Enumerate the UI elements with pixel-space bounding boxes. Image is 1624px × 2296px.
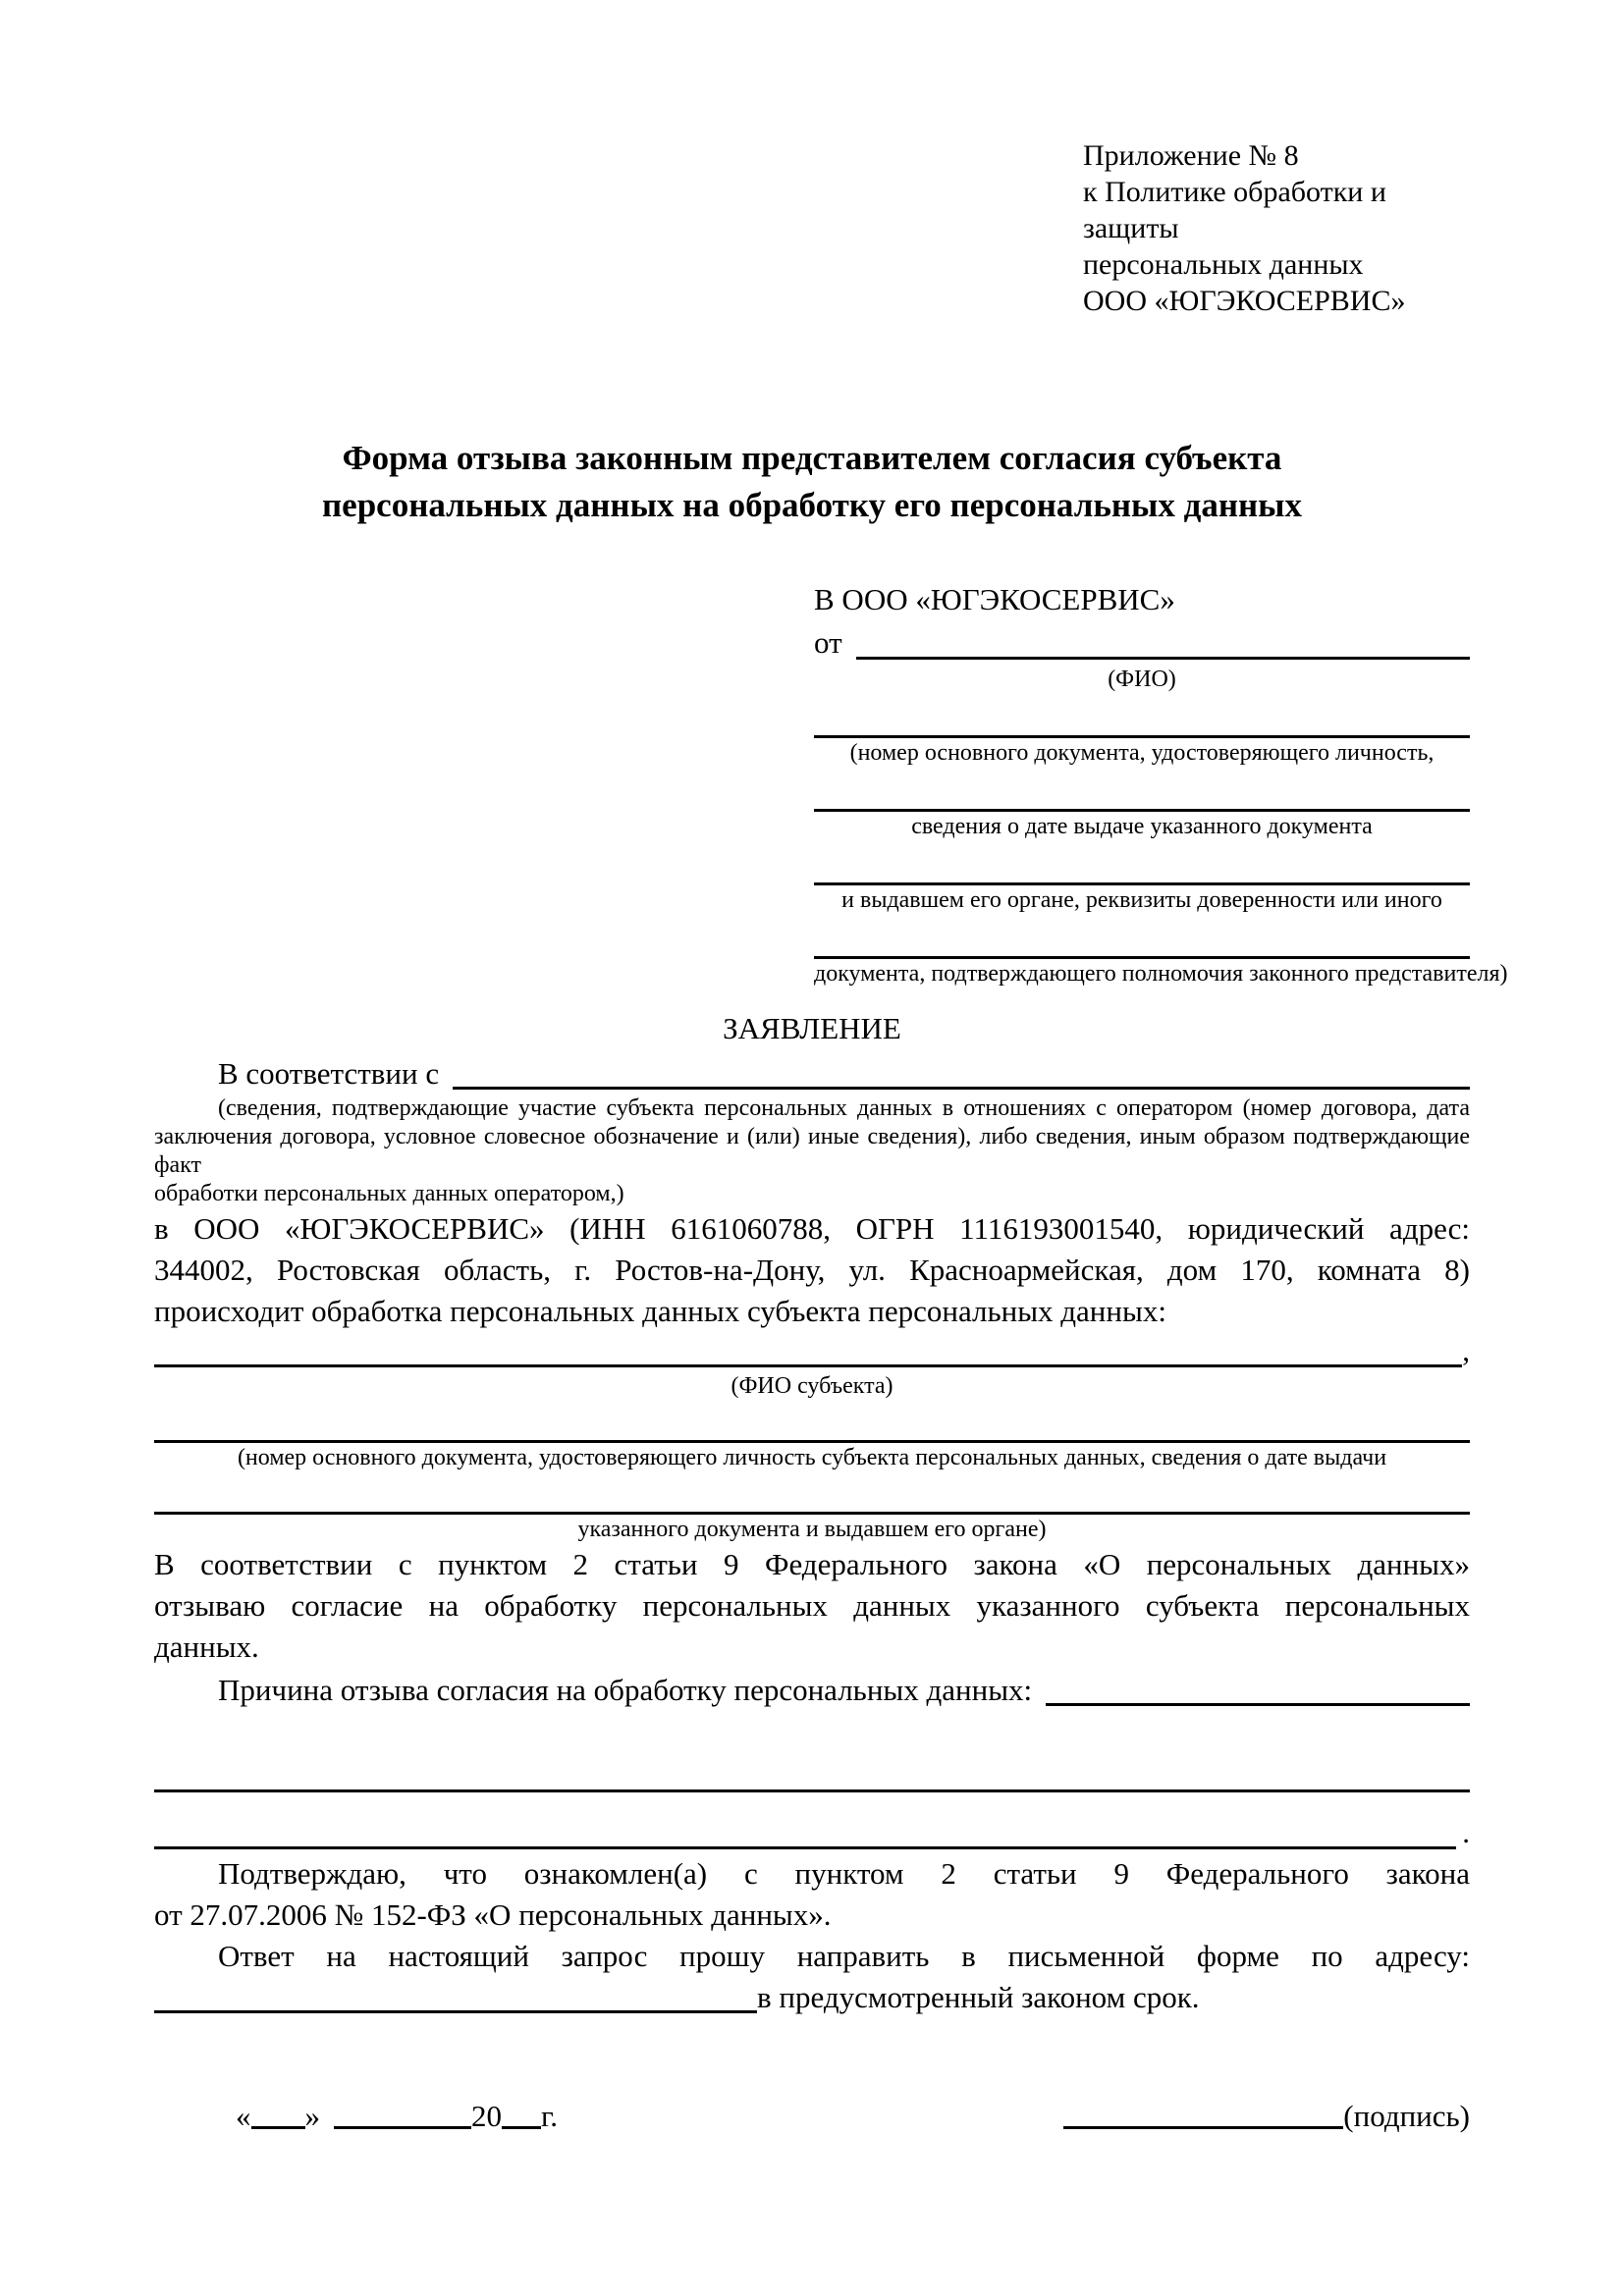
withdrawal-line: данных. (154, 1629, 259, 1664)
year-fill-line (502, 2096, 541, 2129)
statement-heading: ЗАЯВЛЕНИЕ (723, 1011, 901, 1045)
reason-blank-line (154, 1846, 1456, 1849)
doc-caption: документа, подтверждающего полномочия законного представителя) (814, 961, 1508, 987)
signature-fill-line (1063, 2096, 1343, 2129)
reply-paragraph (154, 1936, 1470, 2018)
reply-fill-line (154, 2010, 757, 2013)
from-label: от (814, 625, 842, 660)
subject-fill-row (154, 1332, 1470, 1371)
reply-fill-row (154, 1977, 1470, 2018)
month-fill-line (334, 2096, 471, 2129)
document-title-line: Форма отзыва законным представителем согласия субъекта (342, 439, 1282, 477)
appendix-note (1083, 137, 1470, 319)
intro-row (154, 1053, 1470, 1095)
year-suffix: г. (541, 2099, 558, 2133)
doc-fill-line (814, 694, 1470, 738)
subject-doc-fill-line (154, 1401, 1470, 1443)
confirm-paragraph (154, 1853, 1470, 1936)
subject-doc-caption: указанного документа и выдавшем его органе) (577, 1517, 1047, 1542)
document-title-line: персональных данных на обработку его персональных данных (322, 486, 1302, 524)
period: . (1462, 1815, 1470, 1849)
reason-blank-line (154, 1750, 1470, 1792)
year-prefix: 20 (471, 2099, 502, 2133)
reply-tail: в предусмотренный законом срок. (757, 1980, 1200, 2014)
subject-fio-caption: (ФИО субъекта) (731, 1373, 893, 1399)
signature-caption: (подпись) (1343, 2099, 1470, 2133)
subject-doc-caption: (номер основного документа, удостоверяющего личность субъекта персональных данных, сведения о дате выдачи (237, 1445, 1387, 1470)
subject-fill-line (154, 1364, 1462, 1367)
addressee-block (814, 578, 1508, 988)
confirm-line: Подтверждаю, что ознакомлен(а) с пунктом 2 статьи 9 Федерального закона (218, 1856, 1470, 1891)
doc-fill-group (814, 841, 1470, 915)
doc-fill-line (814, 841, 1470, 885)
doc-fill-line (814, 768, 1470, 812)
confirm-line: от 27.07.2006 № 152-ФЗ «О персональных данных». (154, 1897, 832, 1932)
intro-caption (154, 1095, 1470, 1208)
addressee-org: В ООО «ЮГЭКОСЕРВИС» (814, 582, 1175, 616)
doc-fill-group (814, 915, 1508, 988)
fio-caption: (ФИО) (1108, 667, 1176, 692)
intro-caption-line: обработки персональных данных оператором,) (154, 1181, 624, 1206)
reason-blank-row (154, 1814, 1470, 1853)
day-fill-line (251, 2096, 305, 2129)
doc-caption: и выдавшем его органе, реквизиты доверенности или иного (841, 887, 1442, 913)
intro-caption-line: заключения договора, условное словесное обозначение и (или) иные сведения), либо сведения, иным образом подтверждающие факт (154, 1124, 1470, 1178)
doc-caption: (номер основного документа, удостоверяющего личность, (849, 740, 1435, 766)
close-quote: » (304, 2099, 320, 2133)
date-line (236, 2095, 558, 2138)
reason-fill-line (1046, 1703, 1470, 1706)
operator-line: 344002, Ростовская область, г. Ростов-на-Дону, ул. Красноармейская, дом 170, комната 8) (154, 1253, 1470, 1287)
appendix-note-line: персональных данных (1083, 248, 1364, 281)
reason-label: Причина отзыва согласия на обработку персональных данных: (218, 1673, 1033, 1707)
withdrawal-paragraph (154, 1544, 1470, 1668)
open-quote: « (236, 2099, 251, 2133)
operator-line: в ООО «ЮГЭКОСЕРВИС» (ИНН 6161060788, ОГРН 1116193001540, юридический адрес: (154, 1211, 1470, 1246)
doc-fill-line (814, 915, 1470, 959)
appendix-note-line: ООО «ЮГЭКОСЕРВИС» (1083, 285, 1406, 317)
intro-fill-line (453, 1087, 1470, 1090)
reply-line: Ответ на настоящий запрос прошу направить в письменной форме по адресу: (218, 1939, 1470, 1973)
withdrawal-line: В соответствии с пунктом 2 статьи 9 Федерального закона «О персональных данных» (154, 1547, 1470, 1581)
doc-caption: сведения о дате выдаче указанного документа (911, 814, 1373, 839)
from-fill-line (856, 657, 1470, 660)
subject-comma: , (1462, 1333, 1470, 1367)
signature-line (1063, 2095, 1470, 2138)
from-row (814, 621, 1470, 665)
footer (236, 2095, 1470, 2138)
doc-fill-group (814, 768, 1470, 841)
operator-line: происходит обработка персональных данных субъекта персональных данных: (154, 1294, 1166, 1328)
withdrawal-line: отзываю согласие на обработку персональных данных указанного субъекта персональных (154, 1588, 1470, 1623)
appendix-note-line: Приложение № 8 (1083, 139, 1299, 172)
subject-doc-fill-line (154, 1472, 1470, 1515)
doc-fill-group (814, 694, 1470, 768)
reason-row (154, 1670, 1470, 1711)
appendix-note-line: к Политике обработки и защиты (1083, 176, 1386, 244)
intro-label: В соответствии с (218, 1056, 440, 1091)
document-title (154, 435, 1470, 529)
operator-paragraph (154, 1208, 1470, 1332)
intro-caption-line: (сведения, подтверждающие участие субъекта персональных данных в отношениях с оператором (номер договора, дата (218, 1095, 1470, 1121)
